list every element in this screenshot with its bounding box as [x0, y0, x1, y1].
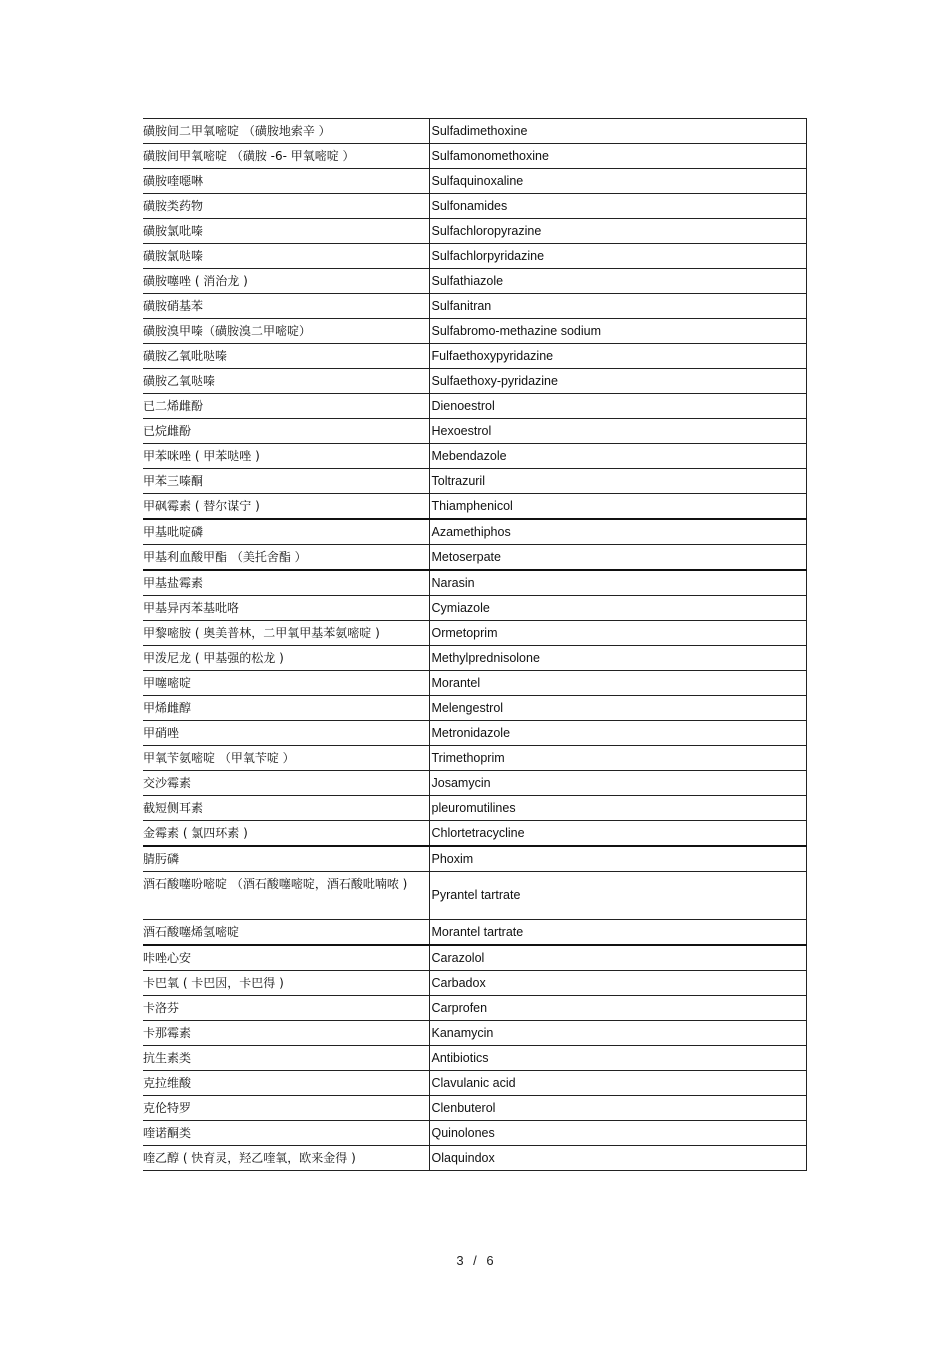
english-name-cell: Sulfanitran — [429, 294, 806, 319]
chinese-name-cell: 卡巴氧 ( 卡巴因，卡巴得 ) — [143, 971, 429, 996]
chinese-name-cell: 交沙霉素 — [143, 771, 429, 796]
english-name-cell: Sulfaquinoxaline — [429, 169, 806, 194]
table-row — [143, 846, 806, 872]
english-name-cell: Cymiazole — [429, 596, 806, 621]
chinese-name-cell: 腈肟磷 — [143, 846, 429, 872]
chinese-name-cell: 甲基利血酸甲酯 （美托舍酯 ） — [143, 545, 429, 571]
chinese-name-cell: 咔唑心安 — [143, 945, 429, 971]
table-row — [143, 369, 806, 394]
table-row — [143, 119, 806, 144]
english-name-cell: Josamycin — [429, 771, 806, 796]
english-name-cell: Fulfaethoxypyridazine — [429, 344, 806, 369]
table-row — [143, 1121, 806, 1146]
english-name-cell: Azamethiphos — [429, 519, 806, 545]
chinese-name-cell: 抗生素类 — [143, 1046, 429, 1071]
table-row — [143, 771, 806, 796]
english-name-cell: Ormetoprim — [429, 621, 806, 646]
table-row — [143, 194, 806, 219]
chinese-name-cell: 磺胺间二甲氧嘧啶 （磺胺地索辛 ） — [143, 119, 429, 144]
table-row — [143, 621, 806, 646]
chinese-name-cell: 磺胺喹噁啉 — [143, 169, 429, 194]
chinese-name-cell: 磺胺溴甲嗪（磺胺溴二甲嘧啶） — [143, 319, 429, 344]
table-row — [143, 269, 806, 294]
table-row — [143, 920, 806, 946]
english-name-cell: Pyrantel tartrate — [429, 872, 806, 920]
english-name-cell: Narasin — [429, 570, 806, 596]
english-name-cell: Methylprednisolone — [429, 646, 806, 671]
table-row — [143, 945, 806, 971]
english-name-cell: Carprofen — [429, 996, 806, 1021]
table-row — [143, 746, 806, 771]
chinese-name-cell: 磺胺氯哒嗪 — [143, 244, 429, 269]
english-name-cell: Sulfaethoxy-pyridazine — [429, 369, 806, 394]
english-name-cell: Morantel tartrate — [429, 920, 806, 946]
chinese-name-cell: 甲噻嘧啶 — [143, 671, 429, 696]
chinese-name-cell: 甲苯三嗪酮 — [143, 469, 429, 494]
chinese-name-cell: 克伦特罗 — [143, 1096, 429, 1121]
chinese-name-cell: 已烷雌酚 — [143, 419, 429, 444]
english-name-cell: Thiamphenicol — [429, 494, 806, 520]
chinese-name-cell: 截短侧耳素 — [143, 796, 429, 821]
chinese-name-cell: 喹乙醇 ( 快育灵，羟乙喹氧，欧来金得 ) — [143, 1146, 429, 1171]
chinese-name-cell: 酒石酸噻吩嘧啶 （酒石酸噻嘧啶，酒石酸吡喃哝 ) — [143, 872, 429, 920]
english-name-cell: Clavulanic acid — [429, 1071, 806, 1096]
table-row — [143, 721, 806, 746]
chinese-name-cell: 磺胺类药物 — [143, 194, 429, 219]
table-row — [143, 319, 806, 344]
chinese-name-cell: 甲烯雌醇 — [143, 696, 429, 721]
english-name-cell: Toltrazuril — [429, 469, 806, 494]
table-row — [143, 696, 806, 721]
page-number: 3 / 6 — [456, 1253, 494, 1268]
drug-name-table — [143, 118, 807, 1171]
table-row — [143, 872, 806, 920]
chinese-name-cell: 克拉维酸 — [143, 1071, 429, 1096]
english-name-cell: Melengestrol — [429, 696, 806, 721]
english-name-cell: Sulfamonomethoxine — [429, 144, 806, 169]
chinese-name-cell: 磺胺乙氧吡哒嗪 — [143, 344, 429, 369]
table-body — [143, 119, 806, 1171]
english-name-cell: Hexoestrol — [429, 419, 806, 444]
english-name-cell: Sulfadimethoxine — [429, 119, 806, 144]
english-name-cell: Carazolol — [429, 945, 806, 971]
table-row — [143, 1046, 806, 1071]
english-name-cell: Antibiotics — [429, 1046, 806, 1071]
english-name-cell: Quinolones — [429, 1121, 806, 1146]
chinese-name-cell: 磺胺噻唑 ( 消治龙 ) — [143, 269, 429, 294]
chinese-name-cell: 甲泼尼龙 ( 甲基强的松龙 ) — [143, 646, 429, 671]
english-name-cell: Metronidazole — [429, 721, 806, 746]
chinese-name-cell: 甲苯咪唑 ( 甲苯哒唑 ) — [143, 444, 429, 469]
table-row — [143, 394, 806, 419]
english-name-cell: Morantel — [429, 671, 806, 696]
chinese-name-cell: 甲黎嘧胺 ( 奥美普林，二甲氧甲基苯氨嘧啶 ) — [143, 621, 429, 646]
chinese-name-cell: 磺胺乙氧哒嗪 — [143, 369, 429, 394]
table-row — [143, 821, 806, 847]
chinese-name-cell: 甲氧苄氨嘧啶 （甲氧苄啶 ） — [143, 746, 429, 771]
english-name-cell: Metoserpate — [429, 545, 806, 571]
english-name-cell: Carbadox — [429, 971, 806, 996]
table-row — [143, 344, 806, 369]
table-row — [143, 796, 806, 821]
english-name-cell: Dienoestrol — [429, 394, 806, 419]
english-name-cell: Olaquindox — [429, 1146, 806, 1171]
chinese-name-cell: 已二烯雌酚 — [143, 394, 429, 419]
table-row — [143, 494, 806, 520]
english-name-cell: Sulfachloropyrazine — [429, 219, 806, 244]
table-row — [143, 1071, 806, 1096]
english-name-cell: Phoxim — [429, 846, 806, 872]
chinese-name-cell: 甲基吡啶磷 — [143, 519, 429, 545]
english-name-cell: Sulfathiazole — [429, 269, 806, 294]
english-name-cell: Trimethoprim — [429, 746, 806, 771]
english-name-cell: Sulfonamides — [429, 194, 806, 219]
table-row — [143, 519, 806, 545]
table-row — [143, 219, 806, 244]
english-name-cell: Sulfabromo-methazine sodium — [429, 319, 806, 344]
table-row — [143, 545, 806, 571]
table-row — [143, 144, 806, 169]
chinese-name-cell: 卡那霉素 — [143, 1021, 429, 1046]
english-name-cell: Chlortetracycline — [429, 821, 806, 847]
table-row — [143, 971, 806, 996]
chinese-name-cell: 酒石酸噻烯氢嘧啶 — [143, 920, 429, 946]
chinese-name-cell: 金霉素 ( 氯四环素 ) — [143, 821, 429, 847]
chinese-name-cell: 甲硝唑 — [143, 721, 429, 746]
chinese-name-cell: 喹诺酮类 — [143, 1121, 429, 1146]
table-row — [143, 996, 806, 1021]
english-name-cell: pleuromutilines — [429, 796, 806, 821]
english-name-cell: Sulfachlorpyridazine — [429, 244, 806, 269]
chinese-name-cell: 磺胺氯吡嗪 — [143, 219, 429, 244]
chinese-name-cell: 卡洛芬 — [143, 996, 429, 1021]
chinese-name-cell: 甲基异丙苯基吡咯 — [143, 596, 429, 621]
english-name-cell: Clenbuterol — [429, 1096, 806, 1121]
english-name-cell: Mebendazole — [429, 444, 806, 469]
table-row — [143, 419, 806, 444]
table-row — [143, 1146, 806, 1171]
table-row — [143, 294, 806, 319]
table-row — [143, 646, 806, 671]
table-row — [143, 469, 806, 494]
table-row — [143, 1021, 806, 1046]
chinese-name-cell: 磺胺间甲氧嘧啶 （磺胺 -6- 甲氧嘧啶 ） — [143, 144, 429, 169]
table-row — [143, 169, 806, 194]
table-row — [143, 570, 806, 596]
table-row — [143, 1096, 806, 1121]
english-name-cell: Kanamycin — [429, 1021, 806, 1046]
table-row — [143, 671, 806, 696]
table-row — [143, 596, 806, 621]
table-row — [143, 244, 806, 269]
chinese-name-cell: 甲砜霉素 ( 替尔谋宁 ) — [143, 494, 429, 520]
table-row — [143, 444, 806, 469]
chinese-name-cell: 磺胺硝基苯 — [143, 294, 429, 319]
chinese-name-cell: 甲基盐霉素 — [143, 570, 429, 596]
